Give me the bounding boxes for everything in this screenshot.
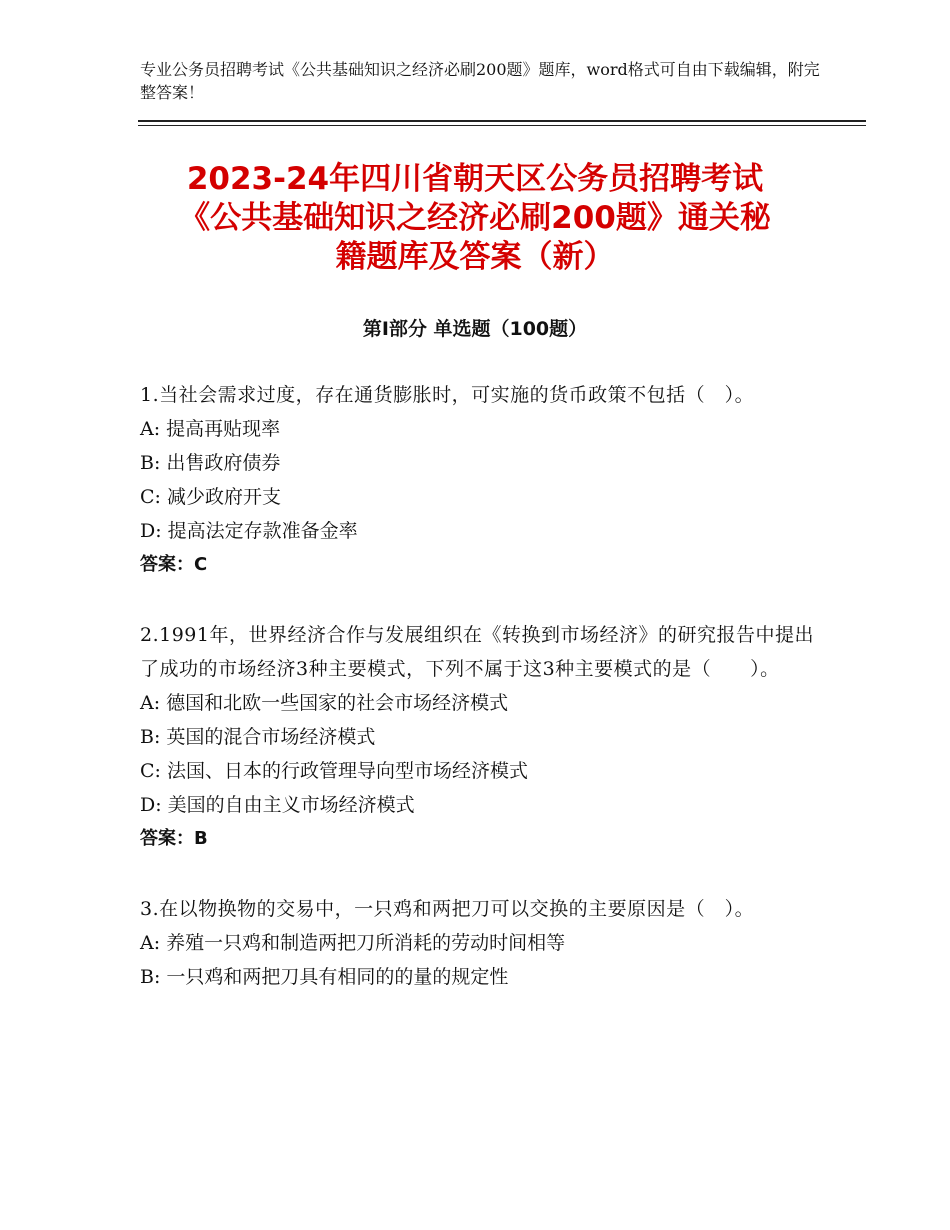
title-line: 籍题库及答案（新） <box>335 239 615 275</box>
header-divider-thick <box>138 120 866 122</box>
option-b: B: 出售政府债券 <box>140 452 281 474</box>
option-d: D: 美国的自由主义市场经济模式 <box>140 794 415 816</box>
option-b: B: 一只鸡和两把刀具有相同的的量的规定性 <box>140 966 509 988</box>
question-stem: 1.当社会需求过度，存在通货膨胀时，可实施的货币政策不包括（ ）。 <box>140 384 755 406</box>
option-b: B: 英国的混合市场经济模式 <box>140 726 376 748</box>
option-a: A: 德国和北欧一些国家的社会市场经济模式 <box>140 692 509 714</box>
question-item <box>140 892 820 994</box>
answer-label: 答案：B <box>140 828 208 849</box>
header-divider-thin <box>138 125 866 126</box>
section-heading: 第Ⅰ部分 单选题（100题） <box>362 318 588 340</box>
option-a: A: 提高再贴现率 <box>140 418 281 440</box>
option-c: C: 减少政府开支 <box>140 486 281 508</box>
question-item <box>140 378 820 582</box>
question-stem: 3.在以物换物的交易中，一只鸡和两把刀可以交换的主要原因是（ ）。 <box>140 898 755 920</box>
title-line: 《公共基础知识之经济必刷200题》通关秘 <box>179 200 771 236</box>
question-item <box>140 618 820 856</box>
option-d: D: 提高法定存款准备金率 <box>140 520 358 542</box>
header-note: 专业公务员招聘考试《公共基础知识之经济必刷200题》题库，word格式可自由下载编辑，附完整答案！ <box>140 60 820 102</box>
option-c: C: 法国、日本的行政管理导向型市场经济模式 <box>140 760 528 782</box>
option-a: A: 养殖一只鸡和制造两把刀所消耗的劳动时间相等 <box>140 932 566 954</box>
answer-label: 答案：C <box>140 554 208 575</box>
title-line: 2023-24年四川省朝天区公务员招聘考试 <box>186 161 764 197</box>
question-list <box>140 378 820 1030</box>
question-stem: 2.1991年，世界经济合作与发展组织在《转换到市场经济》的研究报告中提出了成功的市场经济3种主要模式，下列不属于这3种主要模式的是（ ）。 <box>140 624 814 680</box>
document-title <box>140 160 810 277</box>
